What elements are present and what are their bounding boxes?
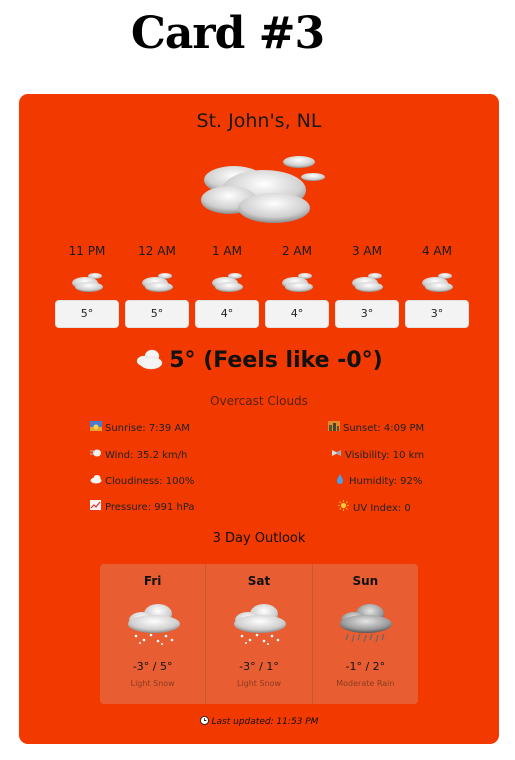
day-card [100, 564, 206, 704]
sunrise-icon [89, 421, 102, 434]
hour-time: 1 AM [211, 244, 242, 258]
day-name: Fri [143, 574, 162, 588]
hour-temp: 3° [335, 300, 399, 328]
day-name: Sun [352, 574, 379, 588]
stat-visibility: Visibility: 10 km [329, 448, 424, 461]
weather-description: Overcast Clouds [210, 394, 308, 408]
hour-time: 2 AM [281, 244, 312, 258]
cloud-icon [207, 270, 247, 294]
hour-time: 12 AM [138, 244, 176, 258]
hour-time: 11 PM [68, 244, 106, 258]
cloud-icon [89, 474, 102, 487]
wind-icon [89, 448, 102, 461]
last-updated-text: Last updated: 11:53 PM [211, 717, 319, 727]
current-conditions [19, 348, 499, 373]
day-condition: Moderate Rain [336, 679, 395, 688]
hour-temp: 5° [125, 300, 189, 328]
droplet-icon [333, 474, 346, 487]
hour-temp: 4° [265, 300, 329, 328]
city-name: St. John's, NL [196, 110, 322, 132]
day-card [313, 564, 418, 704]
daily-forecast [100, 564, 418, 704]
day-temps: -3° / 5° [132, 660, 173, 673]
cloud-icon [347, 270, 387, 294]
hour-temp: 5° [55, 300, 119, 328]
cloud-icon [277, 270, 317, 294]
day-card [206, 564, 312, 704]
stat-pressure: Pressure: 991 hPa [89, 500, 195, 513]
hour-temp: 3° [405, 300, 469, 328]
snow-cloud-icon [124, 602, 182, 646]
hourly-item [335, 244, 399, 328]
weather-card [19, 94, 499, 744]
chart-icon [89, 500, 102, 513]
visibility-icon [329, 448, 342, 461]
sunset-icon [327, 421, 340, 434]
current-temperature: 5° (Feels like -0°) [169, 348, 383, 373]
day-condition: Light Snow [236, 679, 282, 688]
hourly-item [125, 244, 189, 328]
last-updated [19, 716, 499, 727]
cloud-icon [417, 270, 457, 294]
outlook-title: 3 Day Outlook [212, 531, 306, 546]
hourly-item [195, 244, 259, 328]
hourly-item [55, 244, 119, 328]
cloud-icon [67, 270, 107, 294]
day-temps: -1° / 2° [345, 660, 386, 673]
clock-icon [200, 716, 209, 725]
stat-cloudiness: Cloudiness: 100% [89, 474, 194, 487]
snow-cloud-icon [230, 602, 288, 646]
overcast-clouds-icon [189, 150, 339, 230]
hour-time: 4 AM [421, 244, 452, 258]
cloud-icon [137, 270, 177, 294]
stat-wind: Wind: 35.2 km/h [89, 448, 187, 461]
stat-humidity: Humidity: 92% [333, 474, 422, 487]
stat-sunrise: Sunrise: 7:39 AM [89, 421, 190, 434]
sun-icon [337, 500, 350, 514]
day-condition: Light Snow [130, 679, 175, 688]
day-name: Sat [247, 574, 271, 588]
stat-uv-index: UV Index: 0 [337, 500, 411, 514]
hourly-item [265, 244, 329, 328]
page-heading: Card #3 [130, 8, 325, 59]
stat-sunset: Sunset: 4:09 PM [327, 421, 424, 434]
hour-temp: 4° [195, 300, 259, 328]
rain-cloud-icon [336, 602, 394, 646]
hour-time: 3 AM [351, 244, 382, 258]
hourly-item [405, 244, 469, 328]
day-temps: -3° / 1° [239, 660, 279, 673]
sun-behind-cloud-icon [135, 348, 163, 370]
